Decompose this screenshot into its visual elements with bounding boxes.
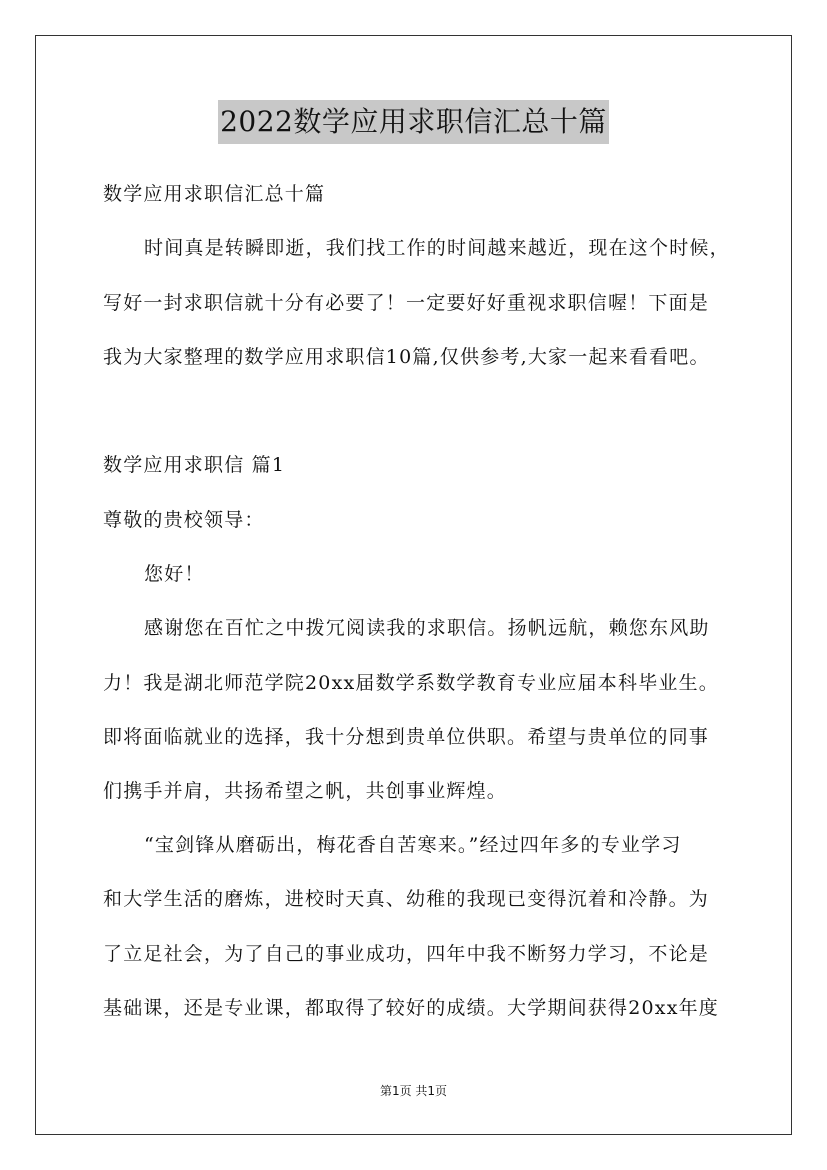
body-line: 时间真是转瞬即逝，我们找工作的时间越来越近，现在这个时候， — [144, 237, 730, 259]
section-heading: 数学应用求职信 篇1 — [103, 454, 286, 476]
body-line: 们携手并肩，共扬希望之帆，共创事业辉煌。 — [103, 780, 508, 802]
body-line: 感谢您在百忙之中拨冗阅读我的求职信。扬帆远航，赖您东风助 — [144, 617, 710, 639]
body-line: 即将面临就业的选择，我十分想到贵单位供职。希望与贵单位的同事 — [103, 726, 710, 748]
title-container — [0, 100, 827, 144]
page-footer: 第1页 共1页 — [379, 1084, 448, 1098]
body-line: 我为大家整理的数学应用求职信10篇,仅供参考,大家一起来看看吧。 — [103, 346, 710, 368]
document-title: 2022数学应用求职信汇总十篇 — [218, 100, 609, 144]
body-line: 力！我是湖北师范学院20xx届数学系数学教育专业应届本科毕业生。 — [103, 672, 720, 694]
body-line: 基础课，还是专业课，都取得了较好的成绩。大学期间获得20xx年度 — [103, 997, 720, 1019]
body-line: 了立足社会，为了自己的事业成功，四年中我不断努力学习，不论是 — [103, 943, 710, 965]
subtitle-line: 数学应用求职信汇总十篇 — [103, 183, 326, 205]
body-line: 写好一封求职信就十分有必要了！一定要好好重视求职信喔！下面是 — [103, 292, 710, 314]
greeting: 您好！ — [144, 563, 205, 585]
body-line: “宝剑锋从磨砺出，梅花香自苦寒来。”经过四年多的专业学习 — [144, 834, 682, 856]
salutation: 尊敬的贵校领导： — [103, 509, 265, 531]
body-line: 和大学生活的磨炼，进校时天真、幼稚的我现已变得沉着和冷静。为 — [103, 888, 710, 910]
